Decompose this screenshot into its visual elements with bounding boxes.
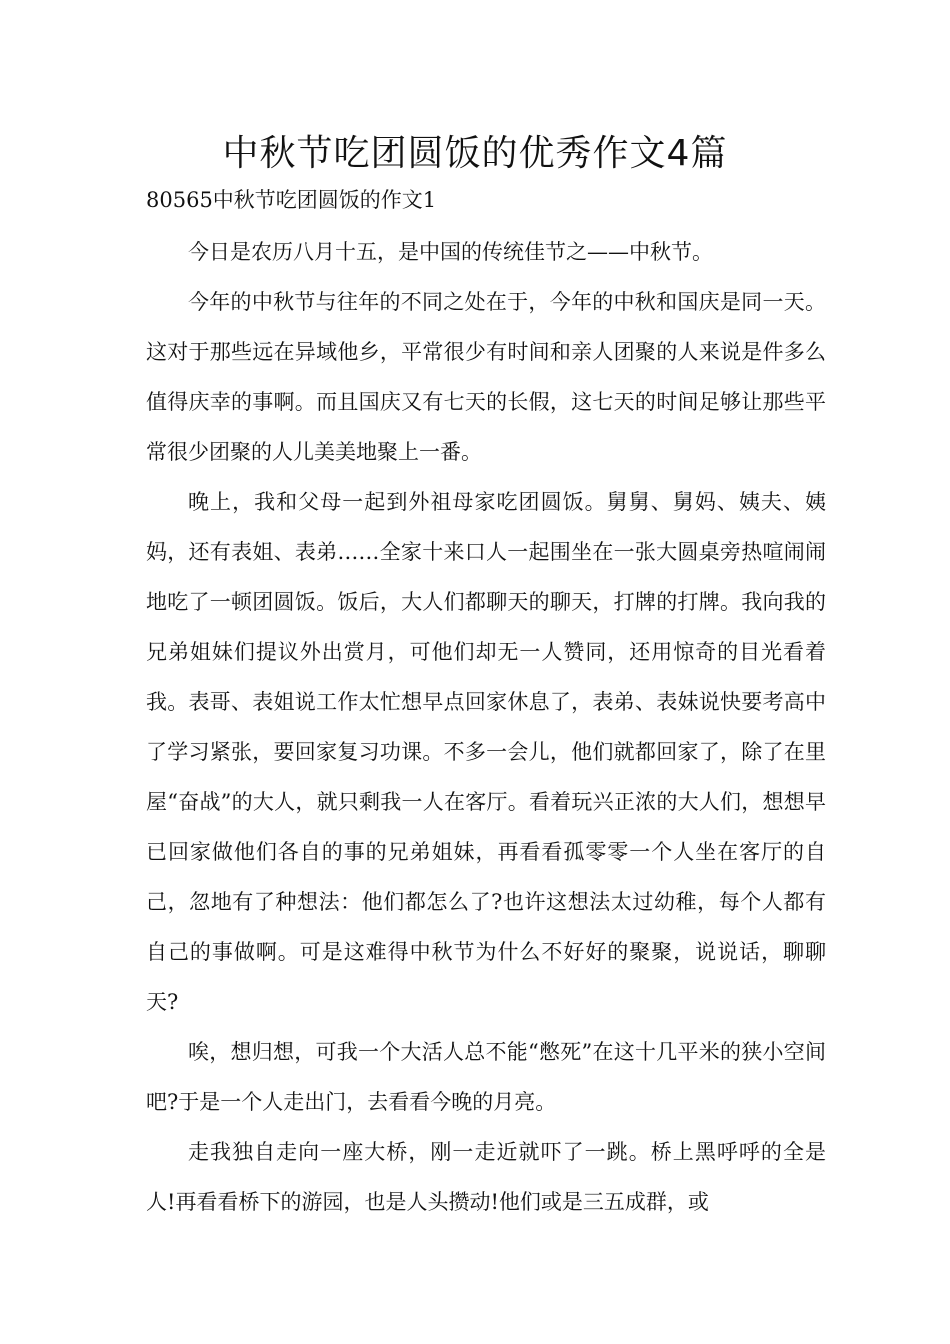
document-title: 中秋节吃团圆饭的优秀作文4篇 — [222, 133, 728, 174]
paragraph-1: 今日是农历八月十五，是中国的传统佳节之——中秋节。 — [188, 240, 713, 264]
paragraph-2: 今年的中秋节与往年的不同之处在于，今年的中秋和国庆是同一天。这对于那些远在异域他乡，平常很少有时间和亲人团聚的人来说是件多么值得庆幸的事啊。而且国庆又有七天的长假，这七天的时间足够让那些平常很少团聚的人儿美美地聚上一番。 — [146, 290, 826, 464]
document-body — [146, 227, 826, 1227]
paragraph-5: 走我独自走向一座大桥，刚一走近就吓了一跳。桥上黑呼呼的全是人!再看看桥下的游园，也是人头攒动!他们或是三五成群，或 — [146, 1140, 826, 1214]
document-subtitle: 80565中秋节吃团圆饭的作文1 — [146, 188, 437, 212]
paragraph-3: 晚上，我和父母一起到外祖母家吃团圆饭。舅舅、舅妈、姨夫、姨妈，还有表姐、表弟……全家十来口人一起围坐在一张大圆桌旁热喧闹闹地吃了一顿团圆饭。饭后，大人们都聊天的聊天，打牌的打牌。我向我的兄弟姐妹们提议外出赏月，可他们却无一人赞同，还用惊奇的目光看着我。表哥、表姐说工作太忙想早点回家休息了，表弟、表妹说快要考高中了学习紧张，要回家复习功课。不多一会儿，他们就都回家了，除了在里屋“奋战”的大人，就只剩我一人在客厅。看着玩兴正浓的大人们，想想早已回家做他们各自的事的兄弟姐妹，再看看孤零零一个人坐在客厅的自己，忽地有了种想法：他们都怎么了?也许这想法太过幼稚，每个人都有自己的事做啊。可是这难得中秋节为什么不好好的聚聚，说说话，聊聊天? — [146, 490, 826, 1014]
paragraph-4: 唉，想归想，可我一个大活人总不能“憋死”在这十几平米的狭小空间吧?于是一个人走出门，去看看今晚的月亮。 — [146, 1040, 826, 1114]
